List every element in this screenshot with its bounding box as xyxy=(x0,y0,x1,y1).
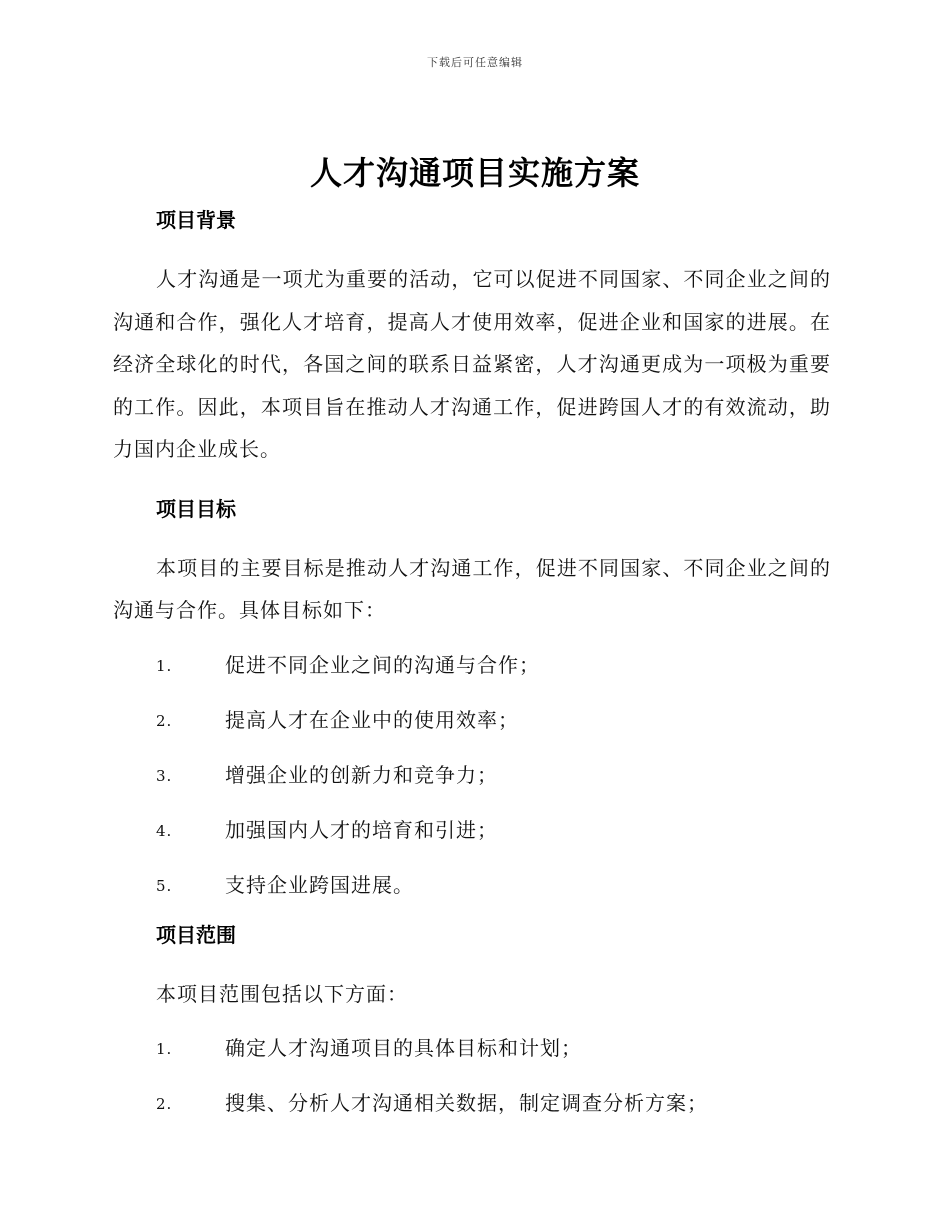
goals-list xyxy=(113,644,831,919)
section-heading-goals: 项目目标 xyxy=(156,496,236,521)
list-item-number: 1. xyxy=(156,1039,173,1058)
list-item xyxy=(113,699,831,754)
list-item-number: 3. xyxy=(156,766,173,785)
list-item xyxy=(113,1082,831,1137)
section-heading-scope: 项目范围 xyxy=(156,922,236,947)
list-item-number: 2. xyxy=(156,711,173,730)
scope-list xyxy=(113,1027,831,1137)
document-body xyxy=(113,204,831,1137)
list-item-text: 加强国内人才的培育和引进； xyxy=(225,817,498,842)
background-paragraph: 人才沟通是一项尤为重要的活动，它可以促进不同国家、不同企业之间的沟通和合作，强化人才培育，提高人才使用效率，促进企业和国家的进展。在经济全球化的时代，各国之间的联系日益紧密，人才沟通更成为一项极为重要的工作。因此，本项目旨在推动人才沟通工作，促进跨国人才的有效流动，助力国内企业成长。 xyxy=(113,267,831,461)
list-item-text: 确定人才沟通项目的具体目标和计划； xyxy=(225,1035,582,1060)
list-item xyxy=(113,809,831,864)
list-item-number: 5. xyxy=(156,876,173,895)
header-note: 下载后可任意编辑 xyxy=(427,56,523,69)
list-item-number: 2. xyxy=(156,1094,173,1113)
list-item-number: 1. xyxy=(156,656,173,675)
scope-intro: 本项目范围包括以下方面： xyxy=(156,981,408,1006)
list-item xyxy=(113,754,831,809)
document-title: 人才沟通项目实施方案 xyxy=(309,154,640,192)
list-item xyxy=(113,1027,831,1082)
list-item-text: 搜集、分析人才沟通相关数据，制定调查分析方案； xyxy=(225,1090,708,1115)
list-item-text: 增强企业的创新力和竞争力； xyxy=(225,762,498,787)
list-item-text: 促进不同企业之间的沟通与合作； xyxy=(225,652,540,677)
list-item xyxy=(113,864,831,919)
goals-paragraph: 本项目的主要目标是推动人才沟通工作，促进不同国家、不同企业之间的沟通与合作。具体目标如下： xyxy=(113,555,831,622)
section-heading-background: 项目背景 xyxy=(156,208,236,232)
list-item-number: 4. xyxy=(156,821,173,840)
list-item xyxy=(113,644,831,699)
list-item-text: 支持企业跨国进展。 xyxy=(225,872,414,897)
list-item-text: 提高人才在企业中的使用效率； xyxy=(225,707,519,732)
